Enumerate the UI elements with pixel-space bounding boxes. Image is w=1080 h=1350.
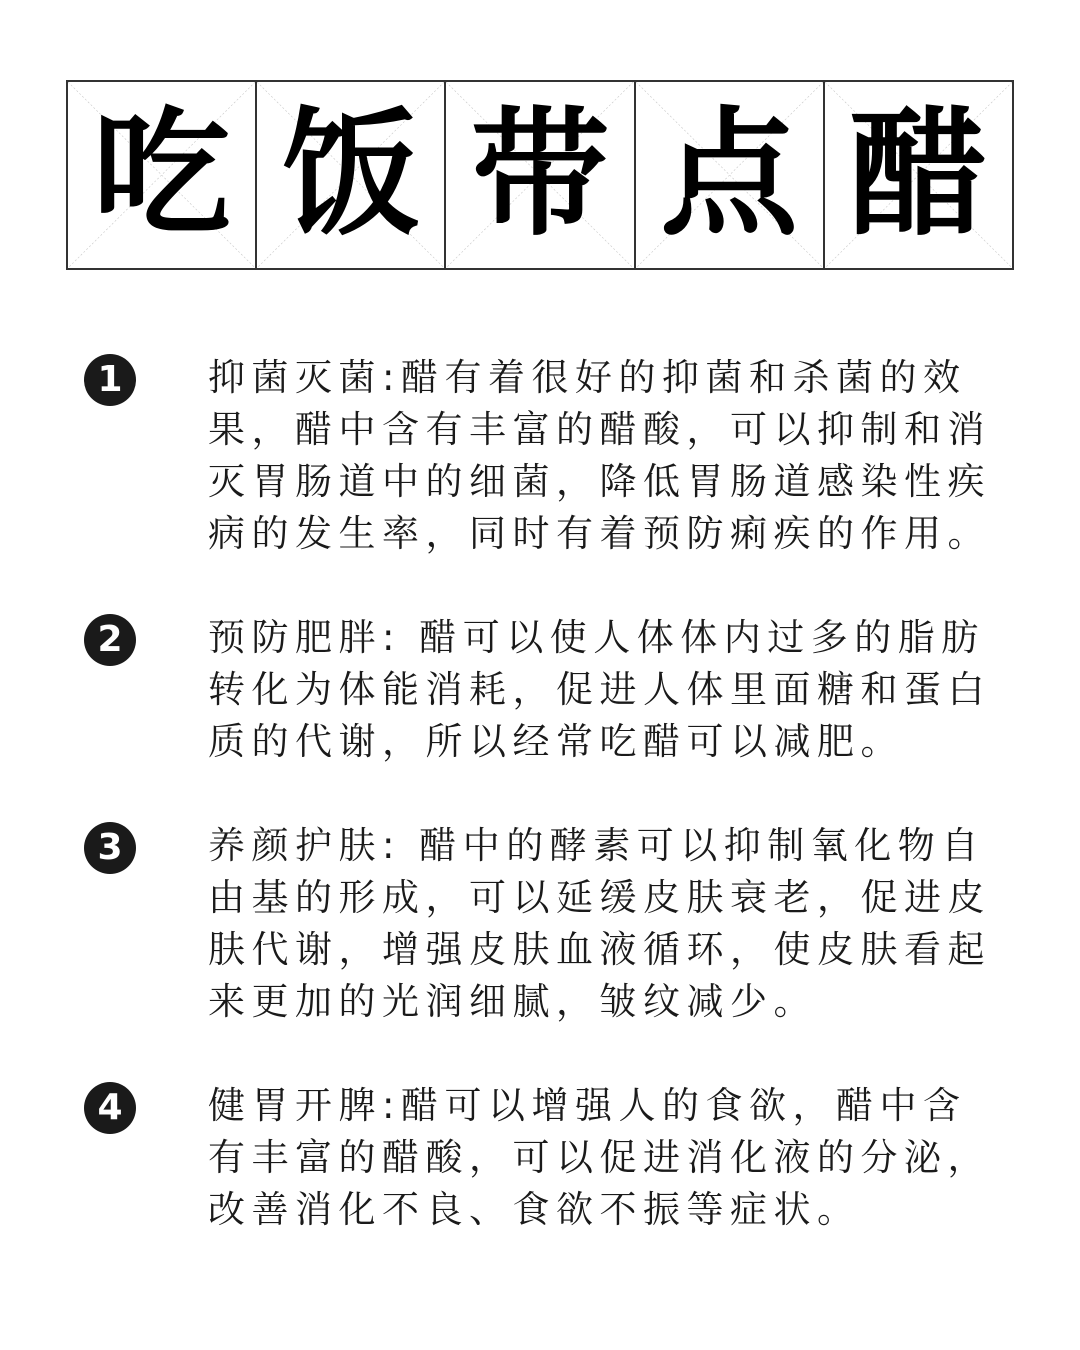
title-cell — [257, 82, 446, 268]
title-char: 点 — [660, 94, 799, 255]
title-grid — [66, 80, 1014, 270]
item-text: 预防肥胖: 醋可以使人体体内过多的脂肪转化为体能消耗，促进人体里面糖和蛋白质的代谢，所以经常吃醋可以减肥。 — [208, 616, 991, 763]
title-char: 醋 — [849, 94, 988, 255]
item-text: 养颜护肤: 醋中的酵素可以抑制氧化物自由基的形成，可以延缓皮肤衰老，促进皮肤代谢，增强皮肤血液循环，使皮肤看起来更加的光润细腻，皱纹减少。 — [208, 824, 991, 1023]
number-badge: 3 — [84, 822, 136, 874]
number-badge: 1 — [84, 354, 136, 406]
title-cell — [636, 82, 825, 268]
title-char: 带 — [471, 94, 610, 255]
title-cell — [825, 82, 1012, 268]
item-text: 健胃开脾:醋可以增强人的食欲，醋中含有丰富的醋酸，可以促进消化液的分泌，改善消化不良、食欲不振等症状。 — [208, 1084, 991, 1231]
title-cell — [446, 82, 635, 268]
title-char: 饭 — [281, 94, 420, 255]
title-char: 吃 — [92, 94, 231, 255]
number-badge: 4 — [84, 1082, 136, 1134]
title-cell — [68, 82, 257, 268]
number-badge: 2 — [84, 614, 136, 666]
item-text: 抑菌灭菌:醋有着很好的抑菌和杀菌的效果，醋中含有丰富的醋酸，可以抑制和消灭胃肠道中的细菌，降低胃肠道感染性疾病的发生率，同时有着预防痢疾的作用。 — [208, 356, 991, 555]
